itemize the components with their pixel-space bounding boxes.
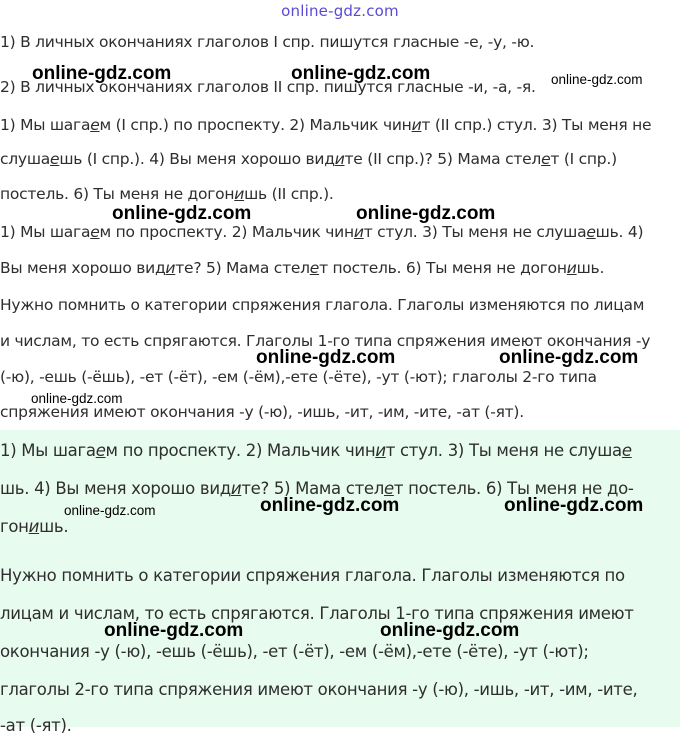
block2-line1: 1) Мы шагаем по проспекту. 2) Мальчик чинит стул. 3) Ты меня не слушаешь. 4) bbox=[0, 223, 644, 241]
green-line1: 1) Мы шагаем по проспекту. 2) Мальчик чинит стул. 3) Ты меня не слушае bbox=[0, 441, 632, 460]
watermark: online-gdz.com bbox=[104, 620, 244, 641]
green-line3: гонишь. bbox=[0, 517, 69, 536]
watermark: online-gdz.com bbox=[32, 63, 172, 84]
block2-line2: Вы меня хорошо видите? 5) Мама стелет постель. 6) Ты меня не догонишь. bbox=[0, 259, 605, 277]
rule-1: 1) В личных окончаниях глаголов I спр. пишутся гласные -е, -у, -ю. bbox=[0, 33, 535, 51]
explain1-line1: Нужно помнить о категории спряжения глагола. Глаголы изменяются по лицам bbox=[0, 296, 645, 314]
green-explain-line2: лицам и числам, то есть спрягаются. Глаголы 1-го типа спряжения имеют bbox=[0, 604, 634, 623]
block1-line3: постель. 6) Ты меня не догонишь (II спр.). bbox=[0, 185, 334, 203]
watermark: online-gdz.com bbox=[64, 503, 156, 518]
rule-2: 2) В личных окончаниях глаголов II спр. пишутся гласные -и, -а, -я. bbox=[0, 78, 536, 96]
green-explain-line1: Нужно помнить о категории спряжения глагола. Глаголы изменяются по bbox=[0, 566, 625, 585]
green-line2: шь. 4) Вы меня хорошо видите? 5) Мама стелет постель. 6) Ты меня не до- bbox=[0, 479, 634, 498]
green-explain-line5: -ат (-ят). bbox=[0, 716, 72, 735]
explain1-line3: (-ю), -ешь (-ёшь), -ет (-ёт), -ем (-ём),-ете (-ёте), -ут (-ют); глаголы 2-го типа bbox=[0, 368, 597, 386]
block1-line2: слушаешь (I спр.). 4) Вы меня хорошо видите (II спр.)? 5) Мама стелет (I спр.) bbox=[0, 150, 617, 168]
site-logo[interactable]: online-gdz.com bbox=[281, 2, 399, 20]
green-explain-line3: окончания -у (-ю), -ешь (-ёшь), -ет (-ёт), -ем (-ём),-ете (-ёте), -ут (-ют); bbox=[0, 642, 589, 661]
watermark: online-gdz.com bbox=[356, 203, 496, 224]
watermark: online-gdz.com bbox=[260, 495, 400, 516]
watermark: online-gdz.com bbox=[499, 347, 639, 368]
green-explain-line4: глаголы 2-го типа спряжения имеют окончания -у (-ю), -ишь, -ит, -им, -ите, bbox=[0, 680, 638, 699]
watermark: online-gdz.com bbox=[380, 620, 520, 641]
watermark: online-gdz.com bbox=[256, 347, 396, 368]
block1-line1: 1) Мы шагаем (I спр.) по проспекту. 2) Мальчик чинит (II спр.) стул. 3) Ты меня не bbox=[0, 116, 652, 134]
watermark: online-gdz.com bbox=[504, 495, 644, 516]
explain1-line2: и числам, то есть спрягаются. Глаголы 1-го типа спряжения имеют окончания -у bbox=[0, 332, 651, 350]
watermark: online-gdz.com bbox=[112, 203, 252, 224]
watermark: online-gdz.com bbox=[291, 63, 431, 84]
watermark: online-gdz.com bbox=[551, 72, 643, 87]
watermark: online-gdz.com bbox=[31, 391, 123, 406]
explain1-line4: спряжения имеют окончания -у (-ю), -ишь, -ит, -им, -ите, -ат (-ят). bbox=[0, 403, 524, 421]
